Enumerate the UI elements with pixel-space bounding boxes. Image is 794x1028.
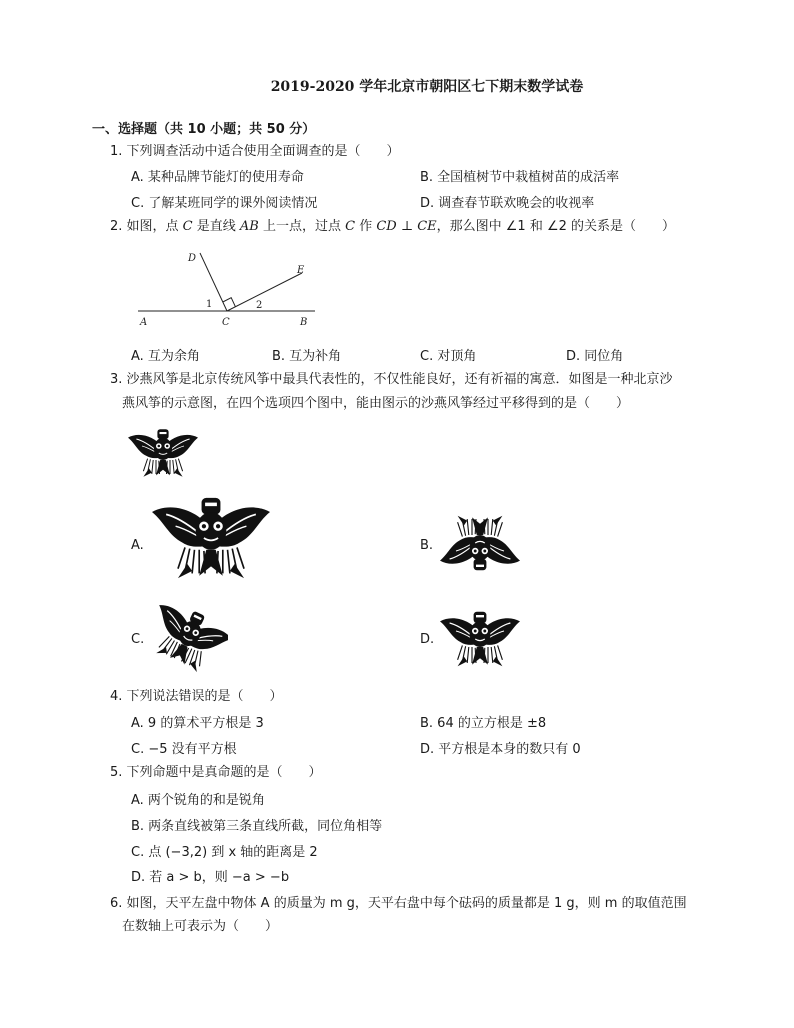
ray-cd: [200, 253, 227, 311]
question-3-option-b[interactable]: B.: [420, 538, 434, 553]
q2-text-5: ，那么图中 ∠1 和 ∠2 的关系是（ ）: [436, 219, 676, 234]
question-4-stem: 4. 下列说法错误的是（ ）: [110, 689, 283, 704]
question-2-stem: [110, 218, 675, 236]
q2-point-c-2: C: [345, 219, 356, 234]
q2-text-2: 是直线: [192, 219, 240, 234]
kite-option-a-image[interactable]: [152, 494, 270, 582]
question-1-option-b[interactable]: B. 全国植树节中栽植树苗的成活率: [420, 170, 620, 185]
label-angle-2: 2: [256, 300, 263, 311]
label-angle-1: 1: [206, 299, 213, 310]
question-5-option-b[interactable]: B. 两条直线被第三条直线所截，同位角相等: [131, 819, 383, 834]
question-1-option-d[interactable]: D. 调查春节联欢晚会的收视率: [420, 196, 595, 211]
question-1-stem: 1. 下列调查活动中适合使用全面调查的是（ ）: [110, 144, 400, 159]
kite-reference-image: [128, 423, 198, 483]
question-4-option-b[interactable]: B. 64 的立方根是 ±8: [420, 716, 547, 731]
q2-point-c: C: [182, 219, 193, 234]
question-4-option-c[interactable]: C. −5 没有平方根: [131, 742, 237, 757]
question-5-stem: 5. 下列命题中是真命题的是（ ）: [110, 765, 322, 780]
question-2-option-c[interactable]: C. 对顶角: [420, 349, 477, 364]
question-4-option-d[interactable]: D. 平方根是本身的数只有 0: [420, 742, 581, 757]
question-3-line-1: 3. 沙燕风筝是北京传统风筝中最具代表性的，不仅性能良好，还有祈福的寓意．如图是一种北京沙: [110, 372, 673, 387]
question-6-line-1: 6. 如图，天平左盘中物体 A 的质量为 m g，天平右盘中每个砝码的质量都是 1 g，则 m 的取值范围: [110, 896, 687, 911]
question-3-option-d[interactable]: D.: [420, 632, 435, 647]
question-1-option-c[interactable]: C. 了解某班同学的课外阅读情况: [131, 196, 318, 211]
q2-text-3: 上一点，过点: [258, 219, 346, 234]
question-2-option-b[interactable]: B. 互为补角: [272, 349, 342, 364]
q2-perp: CD ⊥ CE: [376, 219, 437, 234]
label-d: D: [188, 253, 197, 264]
q2-text-1: 2. 如图，点: [110, 219, 183, 234]
question-2-option-a[interactable]: A. 互为余角: [131, 349, 200, 364]
page-title: 2019-2020 学年北京市朝阳区七下期末数学试卷: [270, 79, 584, 95]
question-2-option-d[interactable]: D. 同位角: [566, 349, 624, 364]
angle-figure: [130, 245, 330, 330]
section-heading: 一、选择题（共 10 小题；共 50 分）: [92, 122, 316, 137]
question-1-option-a[interactable]: A. 某种品牌节能灯的使用寿命: [131, 170, 304, 185]
label-e: E: [297, 265, 305, 276]
question-3-option-c[interactable]: C.: [131, 632, 145, 647]
kite-option-d-image[interactable]: [440, 606, 520, 672]
question-4-option-a[interactable]: A. 9 的算术平方根是 3: [131, 716, 264, 731]
q2-text-4: 作: [355, 219, 377, 234]
label-a: A: [140, 317, 148, 328]
label-b: B: [300, 317, 308, 328]
question-6-line-2: 在数轴上可表示为（ ）: [122, 919, 279, 934]
question-5-option-c[interactable]: C. 点 (−3,2) 到 x 轴的距离是 2: [131, 845, 318, 860]
question-3-option-a[interactable]: A.: [131, 538, 144, 553]
question-5-option-a[interactable]: A. 两个锐角的和是锐角: [131, 793, 265, 808]
q2-line-ab: AB: [239, 219, 259, 234]
kite-option-c-image[interactable]: [148, 600, 228, 676]
question-5-option-d[interactable]: D. 若 a > b，则 −a > −b: [131, 870, 290, 885]
label-c: C: [222, 317, 230, 328]
kite-option-b-image[interactable]: [440, 510, 520, 576]
question-3-line-2: 燕风筝的示意图，在四个选项四个图中，能由图示的沙燕风筝经过平移得到的是（ ）: [122, 396, 630, 411]
ray-ce: [227, 273, 302, 311]
